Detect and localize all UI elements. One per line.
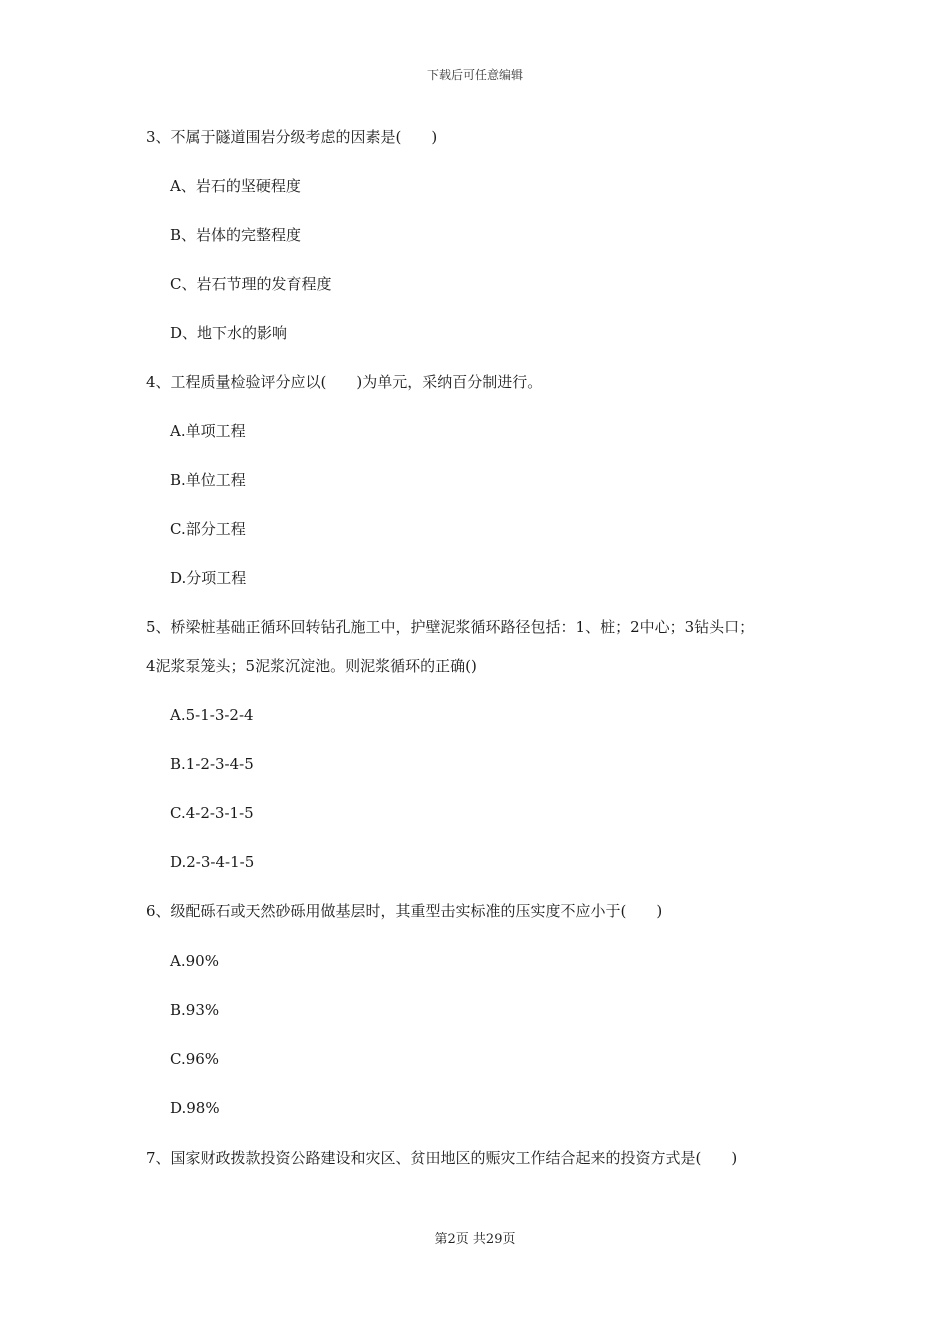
question-3-option-a: A、岩石的坚硬程度 [170, 177, 301, 195]
question-3-option-c: C、岩石节理的发育程度 [170, 275, 332, 293]
question-5-option-b: B.1-2-3-4-5 [170, 755, 254, 773]
question-6-option-d: D.98% [170, 1099, 220, 1117]
question-6-option-b: B.93% [170, 1001, 220, 1019]
question-5-option-a: A.5-1-3-2-4 [170, 706, 254, 724]
question-4-option-b: B.单位工程 [170, 471, 246, 489]
question-5-option-d: D.2-3-4-1-5 [170, 853, 255, 871]
page-header-note: 下载后可任意编辑 [426, 68, 523, 82]
question-7-stem: 7、国家财政拨款投资公路建设和灾区、贫田地区的赈灾工作结合起来的投资方式是( ) [146, 1149, 738, 1167]
question-3-stem: 3、不属于隧道围岩分级考虑的因素是( ) [146, 128, 438, 146]
question-3-option-b: B、岩体的完整程度 [170, 226, 302, 244]
question-6-stem: 6、级配砾石或天然砂砾用做基层时，其重型击实标准的压实度不应小于( ) [146, 902, 663, 920]
page-footer: 第2页 共29页 [434, 1232, 516, 1247]
question-5-stem-line-1: 5、桥梁桩基础正循环回转钻孔施工中，护壁泥浆循环路径包括：1、桩；2中心；3钻头口； [146, 618, 755, 636]
question-5-option-c: C.4-2-3-1-5 [170, 804, 254, 822]
question-3-option-d: D、地下水的影响 [170, 324, 288, 342]
question-4-option-d: D.分项工程 [170, 569, 247, 587]
question-4-option-a: A.单项工程 [170, 422, 246, 440]
question-6-option-a: A.90% [170, 952, 219, 970]
question-5-stem-line-2: 4泥浆泵笼头；5泥浆沉淀池。则泥浆循环的正确() [146, 657, 477, 675]
question-4-option-c: C.部分工程 [170, 520, 246, 538]
question-4-stem: 4、工程质量检验评分应以( )为单元，采纳百分制进行。 [146, 373, 543, 391]
question-6-option-c: C.96% [170, 1050, 220, 1068]
